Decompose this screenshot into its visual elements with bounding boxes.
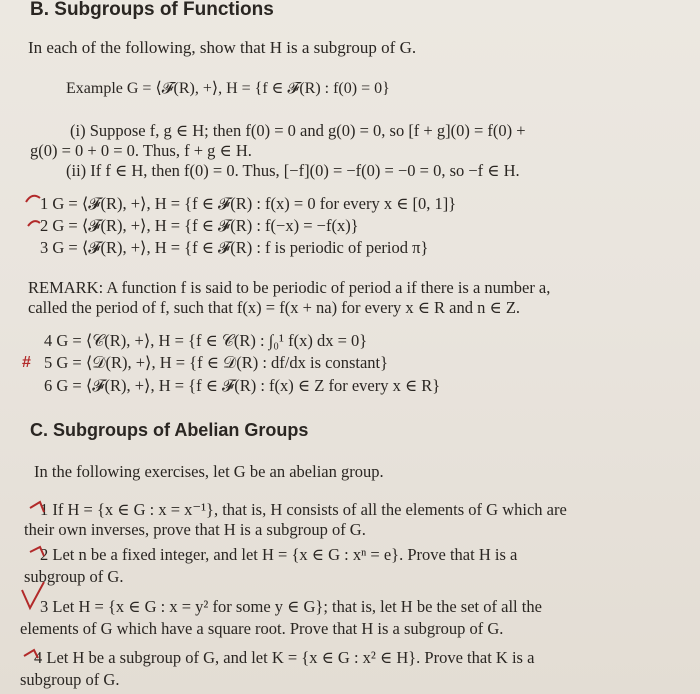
- exercise-b4: 4 G = ⟨𝒞(R), +⟩, H = {f ∈ 𝒞(R) : ∫₀¹ f(x) dx = 0}: [44, 331, 368, 350]
- exercise-b6: 6 G = ⟨𝓕(R), +⟩, H = {f ∈ 𝓕(R) : f(x) ∈ Z for every x ∈ R}: [44, 376, 441, 395]
- proof-part-i-line1: (i) Suppose f, g ∈ H; then f(0) = 0 and g(0) = 0, so [f + g](0) = f(0) +: [70, 121, 526, 140]
- exercise-c3-line2: elements of G which have a square root. Prove that H is a subgroup of G.: [20, 619, 504, 638]
- pen-mark-c4: [24, 650, 38, 658]
- pen-mark-b1: [26, 196, 40, 202]
- pen-mark-b2: [28, 221, 40, 226]
- remark-line2: called the period of f, such that f(x) = f(x + na) for every x ∈ R and n ∈ Z.: [28, 298, 521, 317]
- hash-annotation: #: [22, 354, 31, 371]
- exercise-b3: 3 G = ⟨𝓕(R), +⟩, H = {f ∈ 𝓕(R) : f is periodic of period π}: [40, 238, 429, 257]
- proof-part-i-line2: g(0) = 0 + 0 = 0. Thus, f + g ∈ H.: [30, 141, 252, 160]
- proof-part-ii: (ii) If f ∈ H, then f(0) = 0. Thus, [−f](0) = −f(0) = −0 = 0, so −f ∈ H.: [66, 161, 520, 180]
- section-b-heading: B. Subgroups of Functions: [30, 0, 274, 20]
- section-c-heading: C. Subgroups of Abelian Groups: [30, 420, 309, 440]
- exercise-c1-line1: 1 If H = {x ∈ G : x = x⁻¹}, that is, H consists of all the elements of G which are: [40, 500, 567, 519]
- example-statement: Example G = ⟨𝓕(R), +⟩, H = {f ∈ 𝓕(R) : f(0) = 0}: [66, 80, 390, 97]
- exercise-c3-line1: 3 Let H = {x ∈ G : x = y² for some y ∈ G}; that is, let H be the set of all the: [40, 597, 542, 616]
- exercise-b1: 1 G = ⟨𝓕(R), +⟩, H = {f ∈ 𝓕(R) : f(x) = 0 for every x ∈ [0, 1]}: [40, 194, 457, 213]
- exercise-b2: 2 G = ⟨𝓕(R), +⟩, H = {f ∈ 𝓕(R) : f(−x) = −f(x)}: [40, 216, 359, 235]
- exercise-c2-line1: 2 Let n be a fixed integer, and let H = {x ∈ G : xⁿ = e}. Prove that H is a: [40, 545, 518, 564]
- exercise-c4-line2: subgroup of G.: [20, 670, 120, 689]
- checkmark-c3: [22, 582, 44, 608]
- remark-line1: REMARK: A function f is said to be periodic of period a if there is a number a,: [28, 278, 551, 297]
- pen-mark-c2: [30, 547, 44, 556]
- section-c-intro: In the following exercises, let G be an abelian group.: [34, 462, 384, 481]
- pen-mark-c1: [30, 502, 44, 512]
- exercise-c1-line2: their own inverses, prove that H is a subgroup of G.: [24, 520, 366, 539]
- exercise-c4-line1: 4 Let H be a subgroup of G, and let K = {x ∈ G : x² ∈ H}. Prove that K is a: [34, 648, 535, 667]
- exercise-c2-line2: subgroup of G.: [24, 567, 124, 586]
- section-b-intro: In each of the following, show that H is a subgroup of G.: [28, 38, 417, 57]
- exercise-b5: 5 G = ⟨𝒟(R), +⟩, H = {f ∈ 𝒟(R) : df/dx is constant}: [44, 353, 389, 372]
